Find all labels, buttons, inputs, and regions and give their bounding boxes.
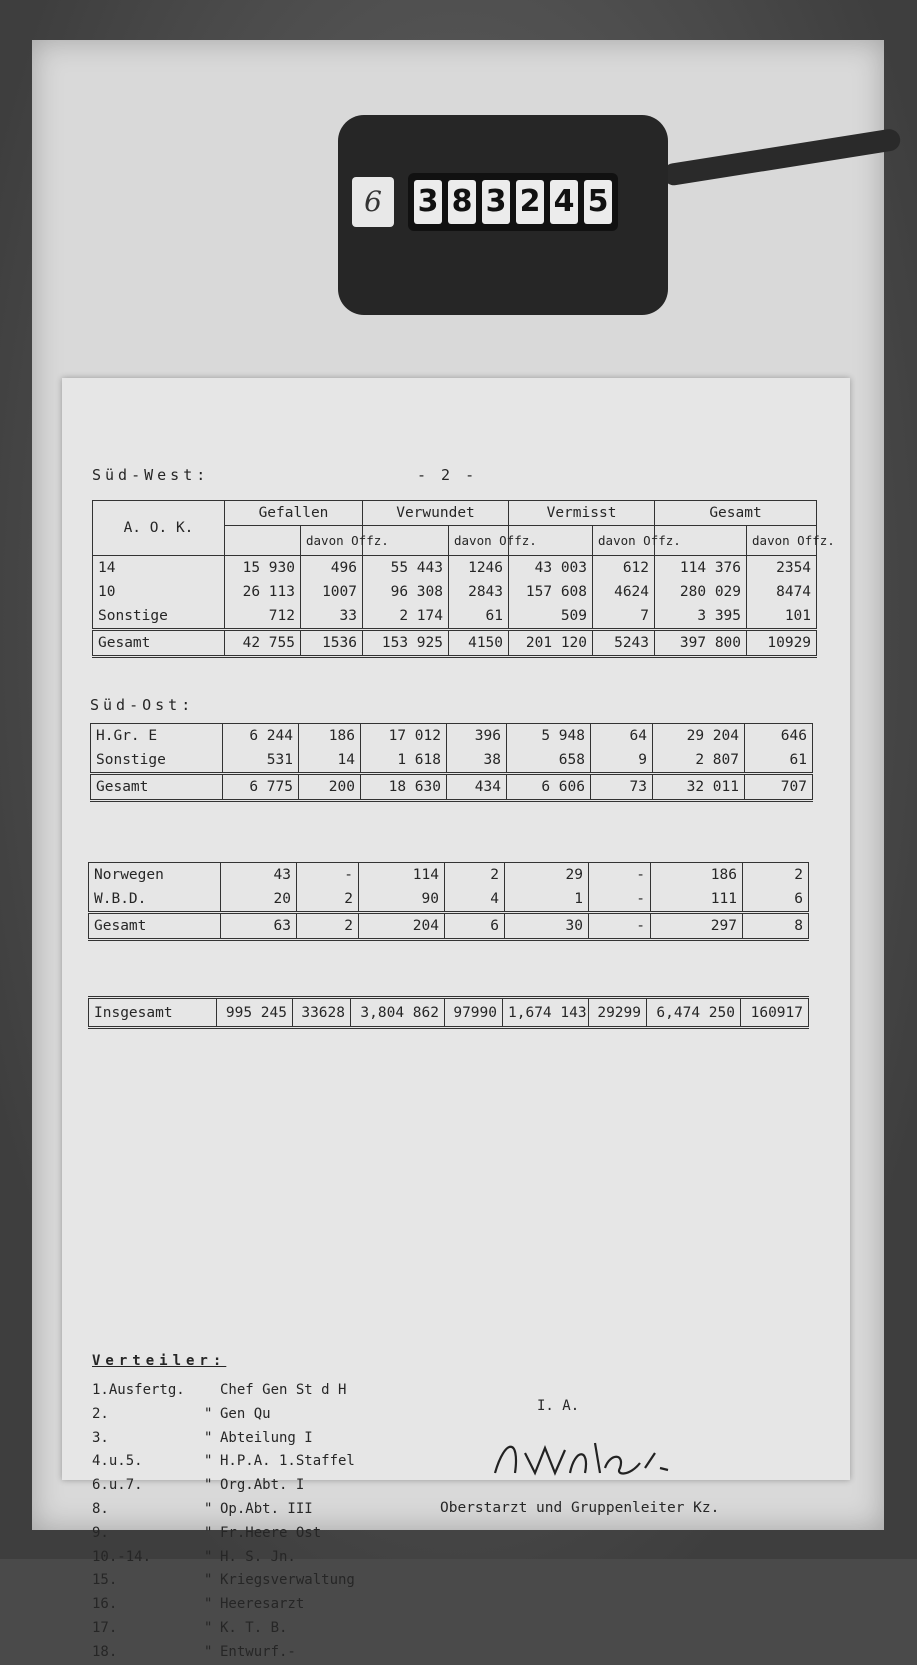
distribution-mark: " (204, 1453, 213, 1470)
table-cell: 6 (445, 913, 505, 940)
table-cell: 26 113 (225, 580, 301, 604)
table-cell: 186 (651, 863, 743, 888)
table-cell: 186 (299, 724, 361, 749)
distribution-no: 8. (92, 1500, 109, 1517)
col-header-vermisst: Vermisst (509, 501, 655, 526)
table-cell: 29299 (589, 998, 647, 1028)
distribution-target: Heeresarzt (220, 1596, 305, 1613)
handwritten-signature (490, 1428, 680, 1488)
col-header-gefallen: Gefallen (225, 501, 363, 526)
distribution-target: Fr.Heere Ost (220, 1524, 322, 1541)
table-cell: 96 308 (363, 580, 449, 604)
distribution-target: Kriegsverwaltung (220, 1572, 355, 1589)
signature-title: Oberstarzt und Gruppenleiter Kz. (440, 1500, 720, 1516)
section-title-sud-west: Süd-West: (92, 466, 210, 484)
table-cell: 73 (591, 774, 653, 801)
empty-cell (225, 526, 301, 556)
distribution-item (92, 1522, 355, 1546)
distribution-no: 17. (92, 1619, 118, 1636)
table-cell: 8 (743, 913, 809, 940)
distribution-item (92, 1379, 355, 1403)
distribution-item (92, 1569, 355, 1593)
table-nord (88, 862, 809, 941)
table-cell: 10929 (747, 630, 817, 657)
table-sud-west (92, 500, 835, 658)
col-header-verwundet: Verwundet (363, 501, 509, 526)
table-cell: 397 800 (655, 630, 747, 657)
table-cell: 30 (505, 913, 589, 940)
col-header-davon: davon Offz. (747, 526, 817, 556)
row-label: Gesamt (89, 913, 221, 940)
table-cell: 280 029 (655, 580, 747, 604)
section-title-sud-ost: Süd-Ost: (90, 696, 195, 714)
total-row (93, 630, 817, 657)
table-cell: 90 (359, 887, 445, 913)
table-cell: 396 (447, 724, 507, 749)
table-cell: 2 (743, 863, 809, 888)
total-row (89, 998, 809, 1028)
table-cell: 1 (505, 887, 589, 913)
table-cell: 6 775 (223, 774, 299, 801)
table-cell: - (589, 863, 651, 888)
table-cell: 32 011 (653, 774, 745, 801)
table-cell: 6 606 (507, 774, 591, 801)
distribution-target: Org.Abt. I (220, 1477, 305, 1494)
distribution-mark: " (204, 1619, 213, 1636)
counter-digits (408, 173, 618, 231)
table-cell: 9 (591, 748, 653, 774)
table-cell: 6 244 (223, 724, 299, 749)
table-cell: 17 012 (361, 724, 447, 749)
distribution-no: 6.u.7. (92, 1477, 143, 1494)
table-cell: 43 (221, 863, 297, 888)
distribution-item (92, 1450, 355, 1474)
total-row (89, 913, 809, 940)
table-cell: 5243 (593, 630, 655, 657)
table-cell: 2 807 (653, 748, 745, 774)
table-cell: 204 (359, 913, 445, 940)
distribution-no: 16. (92, 1596, 118, 1613)
table-cell: 33 (301, 604, 363, 630)
table-cell: 6 (743, 887, 809, 913)
table-row (93, 604, 817, 630)
col-header-davon: davon Offz. (593, 526, 655, 556)
distribution-mark: " (204, 1429, 213, 1446)
distribution-item (92, 1427, 355, 1451)
table-cell: 1246 (449, 556, 509, 581)
table-cell: 20 (221, 887, 297, 913)
distribution-mark: " (204, 1524, 213, 1541)
table-row (91, 724, 813, 749)
table-cell: 160917 (741, 998, 809, 1028)
counter-digit: 2 (516, 180, 544, 224)
table-cell: 2843 (449, 580, 509, 604)
distribution-target: Chef Gen St d H (220, 1382, 347, 1398)
table-cell: 61 (745, 748, 813, 774)
row-label: H.Gr. E (91, 724, 223, 749)
distribution-mark: " (204, 1548, 213, 1565)
distribution-mark (204, 1379, 216, 1403)
total-row (91, 774, 813, 801)
distribution-title: Verteiler: (92, 1353, 227, 1369)
table-cell: 42 755 (225, 630, 301, 657)
col-header-davon: davon Offz. (449, 526, 509, 556)
signature-ia: I. A. (537, 1398, 580, 1414)
row-label: 14 (93, 556, 225, 581)
page-number: - 2 - (417, 466, 478, 484)
distribution-mark: " (204, 1596, 213, 1613)
distribution-mark: " (204, 1405, 213, 1422)
table-cell: 29 204 (653, 724, 745, 749)
row-label: Gesamt (91, 774, 223, 801)
table-cell: 33628 (293, 998, 351, 1028)
row-label: Norwegen (89, 863, 221, 888)
distribution-item (92, 1474, 355, 1498)
row-label: Insgesamt (89, 998, 217, 1028)
table-cell: 5 948 (507, 724, 591, 749)
col-header-davon: davon Offz. (301, 526, 363, 556)
counter-digit: 4 (550, 180, 578, 224)
table-cell: 297 (651, 913, 743, 940)
distribution-no: 2. (92, 1405, 109, 1422)
table-cell: 1 618 (361, 748, 447, 774)
table-cell: 2 (297, 887, 359, 913)
distribution-target: H.P.A. 1.Staffel (220, 1453, 355, 1470)
frame-counter (338, 115, 708, 315)
table-cell: 153 925 (363, 630, 449, 657)
row-label: 10 (93, 580, 225, 604)
distribution-item (92, 1593, 355, 1617)
table-cell: 18 630 (361, 774, 447, 801)
distribution-mark: " (204, 1572, 213, 1589)
table-cell: 97990 (445, 998, 503, 1028)
table-cell: 6,474 250 (647, 998, 741, 1028)
table-sud-ost (90, 723, 813, 802)
distribution-item (92, 1403, 355, 1427)
distribution-target: Abteilung I (220, 1429, 313, 1446)
table-row (89, 863, 809, 888)
table-cell: 63 (221, 913, 297, 940)
table-cell: 2 (297, 913, 359, 940)
table-cell: 712 (225, 604, 301, 630)
table-cell: 2 174 (363, 604, 449, 630)
distribution-item (92, 1641, 355, 1665)
table-cell: 3,804 862 (351, 998, 445, 1028)
distribution-no: 10.-14. (92, 1548, 152, 1565)
table-cell: 4624 (593, 580, 655, 604)
table-cell: 29 (505, 863, 589, 888)
distribution-no: 15. (92, 1572, 118, 1589)
distribution-no: 9. (92, 1524, 109, 1541)
table-cell: 3 395 (655, 604, 747, 630)
table-cell: 38 (447, 748, 507, 774)
table-cell: - (589, 913, 651, 940)
table-cell: 43 003 (509, 556, 593, 581)
distribution-mark: " (204, 1477, 213, 1494)
table-cell: 200 (299, 774, 361, 801)
table-cell: 7 (593, 604, 655, 630)
distribution-target: Entwurf.- (220, 1643, 296, 1660)
distribution-no: 4.u.5. (92, 1453, 143, 1470)
table-cell: 646 (745, 724, 813, 749)
table-cell: 15 930 (225, 556, 301, 581)
row-label: Sonstige (93, 604, 225, 630)
table-cell: 14 (299, 748, 361, 774)
table-cell: 4150 (449, 630, 509, 657)
distribution-mark: " (204, 1500, 213, 1517)
table-cell: 531 (223, 748, 299, 774)
table-cell: 707 (745, 774, 813, 801)
col-header-aok: A. O. K. (93, 501, 225, 556)
table-cell: 61 (449, 604, 509, 630)
table-row (93, 556, 817, 581)
table-cell: 114 (359, 863, 445, 888)
row-label: W.B.D. (89, 887, 221, 913)
row-label: Gesamt (93, 630, 225, 657)
table-row (93, 580, 817, 604)
distribution-no: 1.Ausfertg. (92, 1382, 185, 1398)
counter-digit: 8 (448, 180, 476, 224)
distribution-list (92, 1353, 355, 1665)
table-cell: 8474 (747, 580, 817, 604)
table-cell: 658 (507, 748, 591, 774)
table-insgesamt (88, 996, 809, 1029)
table-cell: 434 (447, 774, 507, 801)
table-cell: 2 (445, 863, 505, 888)
counter-digit: 3 (482, 180, 510, 224)
table-cell: 111 (651, 887, 743, 913)
counter-digit: 3 (414, 180, 442, 224)
document-page (62, 378, 850, 1660)
table-cell: 2354 (747, 556, 817, 581)
table-cell: 157 608 (509, 580, 593, 604)
table-cell: 612 (593, 556, 655, 581)
table-cell: 101 (747, 604, 817, 630)
table-cell: 509 (509, 604, 593, 630)
table-cell: 4 (445, 887, 505, 913)
distribution-item (92, 1617, 355, 1641)
distribution-target: H. S. Jn. (220, 1548, 296, 1565)
table-cell: 114 376 (655, 556, 747, 581)
table-cell: - (589, 887, 651, 913)
distribution-no: 18. (92, 1643, 118, 1660)
table-cell: 1,674 143 (503, 998, 589, 1028)
distribution-item (92, 1546, 355, 1570)
distribution-item (92, 1498, 355, 1522)
distribution-mark: " (204, 1643, 213, 1660)
table-cell: 55 443 (363, 556, 449, 581)
table-cell: 201 120 (509, 630, 593, 657)
table-cell: - (297, 863, 359, 888)
table-cell: 1007 (301, 580, 363, 604)
counter-tag: 6 (352, 177, 394, 227)
table-cell: 1536 (301, 630, 363, 657)
table-row (89, 887, 809, 913)
col-header-gesamt: Gesamt (655, 501, 817, 526)
distribution-no: 3. (92, 1429, 109, 1446)
counter-digit: 5 (584, 180, 612, 224)
table-cell: 496 (301, 556, 363, 581)
row-label: Sonstige (91, 748, 223, 774)
distribution-target: Op.Abt. III (220, 1500, 313, 1517)
distribution-target: K. T. B. (220, 1619, 288, 1636)
table-cell: 64 (591, 724, 653, 749)
table-cell: 995 245 (217, 998, 293, 1028)
distribution-target: Gen Qu (220, 1405, 271, 1422)
table-row (91, 748, 813, 774)
